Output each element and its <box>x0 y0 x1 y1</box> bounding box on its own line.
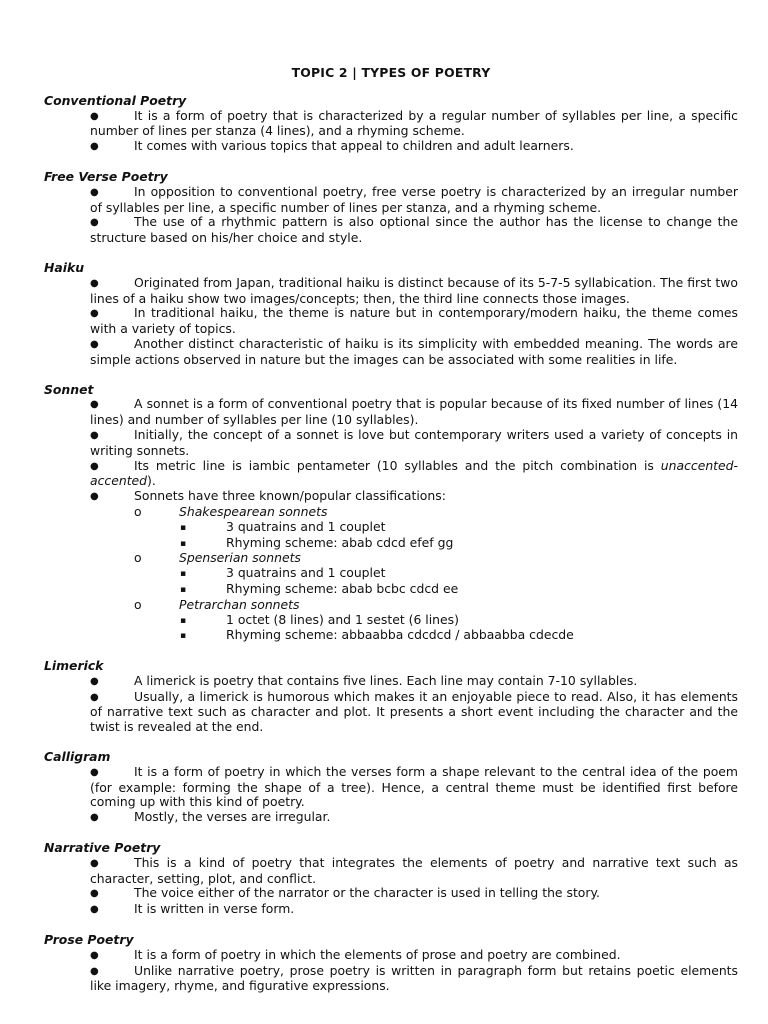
bullet-icon: ● <box>90 399 99 411</box>
bullet-item: ● Sonnets have three known/popular classifications: <box>90 488 446 504</box>
bullet-icon: ● <box>90 460 99 472</box>
bullet-icon: ● <box>90 766 99 778</box>
section-narrative-poetry <box>44 841 738 918</box>
bullet-item: ● Its metric line is iambic pentameter (10 syllables and the pitch combination is unaccented-accented). <box>90 457 738 489</box>
section-prose-poetry <box>44 933 738 994</box>
section-heading: Narrative Poetry <box>44 840 161 856</box>
bullet-item: ● It is a form of poetry in which the verses form a shape relevant to the central idea of the poem (for example: forming the shape of a tree). Hence, a central theme must be identified first before coming up with this kind of poetry. <box>90 763 738 810</box>
square-bullet-icon: ▪ <box>180 522 187 533</box>
bullet-item: ● The use of a rhythmic pattern is also optional since the author has the license to change the structure based on his/her choice and style. <box>90 214 738 246</box>
bullet-item: ● It is a form of poetry in which the elements of prose and poetry are combined. <box>90 946 621 962</box>
bullet-icon: ● <box>90 965 99 977</box>
bullet-icon: ● <box>90 491 99 503</box>
classification-detail: ▪ 3 quatrains and 1 couplet <box>180 565 386 581</box>
section-sonnet <box>44 383 738 645</box>
bullet-item: ● Another distinct characteristic of haiku is its simplicity with embedded meaning. The words are simple actions observed in nature but the images can be associated with some realities in life. <box>90 335 738 367</box>
square-bullet-icon: ▪ <box>180 615 187 626</box>
bullet-item: ● Unlike narrative poetry, prose poetry is written in paragraph form but retains poetic elements like imagery, rhyme, and figurative expressions. <box>90 962 738 994</box>
bullet-item: ● The voice either of the narrator or the character is used in telling the story. <box>90 885 600 901</box>
square-bullet-icon: ▪ <box>180 584 187 595</box>
circle-bullet-icon: o <box>134 550 142 566</box>
bullet-icon: ● <box>90 904 99 916</box>
bullet-icon: ● <box>90 949 99 961</box>
classification-detail: ▪ 3 quatrains and 1 couplet <box>180 518 386 534</box>
bullet-icon: ● <box>90 857 99 869</box>
section-heading: Free Verse Poetry <box>44 168 168 184</box>
circle-bullet-icon: o <box>134 596 142 612</box>
bullet-icon: ● <box>90 888 99 900</box>
square-bullet-icon: ▪ <box>180 569 187 580</box>
bullet-item: ● It comes with various topics that appeal to children and adult learners. <box>90 138 574 154</box>
bullet-icon: ● <box>90 308 99 320</box>
bullet-item: ● In traditional haiku, the theme is nature but in contemporary/modern haiku, the theme comes with a variety of topics. <box>90 305 738 337</box>
bullet-item: ● Usually, a limerick is humorous which makes it an enjoyable piece to read. Also, it has elements of narrative text such as character and plot. It presents a short event including the character and the twist is revealed at the end. <box>90 688 738 735</box>
bullet-item: ● It is a form of poetry that is characterized by a regular number of syllables per line, a specific number of lines per stanza (4 lines), and a rhyming scheme. <box>90 107 738 139</box>
sonnet-classification: o Shakespearean sonnets <box>134 503 328 519</box>
square-bullet-icon: ▪ <box>180 538 187 549</box>
section-free-verse-poetry <box>44 170 738 246</box>
bullet-item: ● In opposition to conventional poetry, free verse poetry is characterized by an irregular number of syllables per line, a specific number of lines per stanza, and a rhyming scheme. <box>90 183 738 215</box>
bullet-icon: ● <box>90 217 99 229</box>
section-heading: Sonnet <box>44 381 94 397</box>
classification-detail: ▪ Rhyming scheme: abab bcbc cdcd ee <box>180 580 459 596</box>
classification-detail: ▪ 1 octet (8 lines) and 1 sestet (6 lines) <box>180 611 459 627</box>
section-heading: Limerick <box>44 658 104 674</box>
bullet-item: ● A limerick is poetry that contains five lines. Each line may contain 7-10 syllables. <box>90 672 638 688</box>
section-heading: Calligram <box>44 749 111 765</box>
bullet-icon: ● <box>90 338 99 350</box>
bullet-item: ● It is written in verse form. <box>90 901 295 917</box>
section-heading: Prose Poetry <box>44 932 134 948</box>
square-bullet-icon: ▪ <box>180 631 187 642</box>
document-title: TOPIC 2 | TYPES OF POETRY <box>291 65 491 80</box>
bullet-item: ● A sonnet is a form of conventional poetry that is popular because of its fixed number of lines (14 lines) and number of syllables per line (10 syllables). <box>90 396 738 428</box>
bullet-icon: ● <box>90 691 99 703</box>
section-heading: Haiku <box>44 259 85 275</box>
bullet-icon: ● <box>90 812 99 824</box>
bullet-icon: ● <box>90 186 99 198</box>
metric-italic-text: unaccented-accented <box>90 457 738 489</box>
classification-detail: ▪ Rhyming scheme: abab cdcd efef gg <box>180 534 454 550</box>
section-conventional-poetry <box>44 94 738 155</box>
bullet-icon: ● <box>90 429 99 441</box>
sonnet-classification: o Petrarchan sonnets <box>134 596 300 612</box>
section-limerick <box>44 659 738 735</box>
bullet-item: ● Originated from Japan, traditional haiku is distinct because of its 5-7-5 syllabication. The first two lines of a haiku show two images/concepts; then, the third line connects those images. <box>90 274 738 306</box>
circle-bullet-icon: o <box>134 503 142 519</box>
section-haiku <box>44 261 738 368</box>
bullet-item: ● This is a kind of poetry that integrates the elements of poetry and narrative text such as character, setting, plot, and conflict. <box>90 854 738 886</box>
section-heading: Conventional Poetry <box>44 92 187 108</box>
bullet-icon: ● <box>90 277 99 289</box>
bullet-icon: ● <box>90 675 99 687</box>
bullet-item: ● Initially, the concept of a sonnet is love but contemporary writers used a variety of concepts in writing sonnets. <box>90 426 738 458</box>
classification-detail: ▪ Rhyming scheme: abbaabba cdcdcd / abbaabba cdecde <box>180 627 574 643</box>
sonnet-classification: o Spenserian sonnets <box>134 550 301 566</box>
bullet-icon: ● <box>90 141 99 153</box>
bullet-item: ● Mostly, the verses are irregular. <box>90 809 331 825</box>
bullet-icon: ● <box>90 110 99 122</box>
section-calligram <box>44 750 738 826</box>
